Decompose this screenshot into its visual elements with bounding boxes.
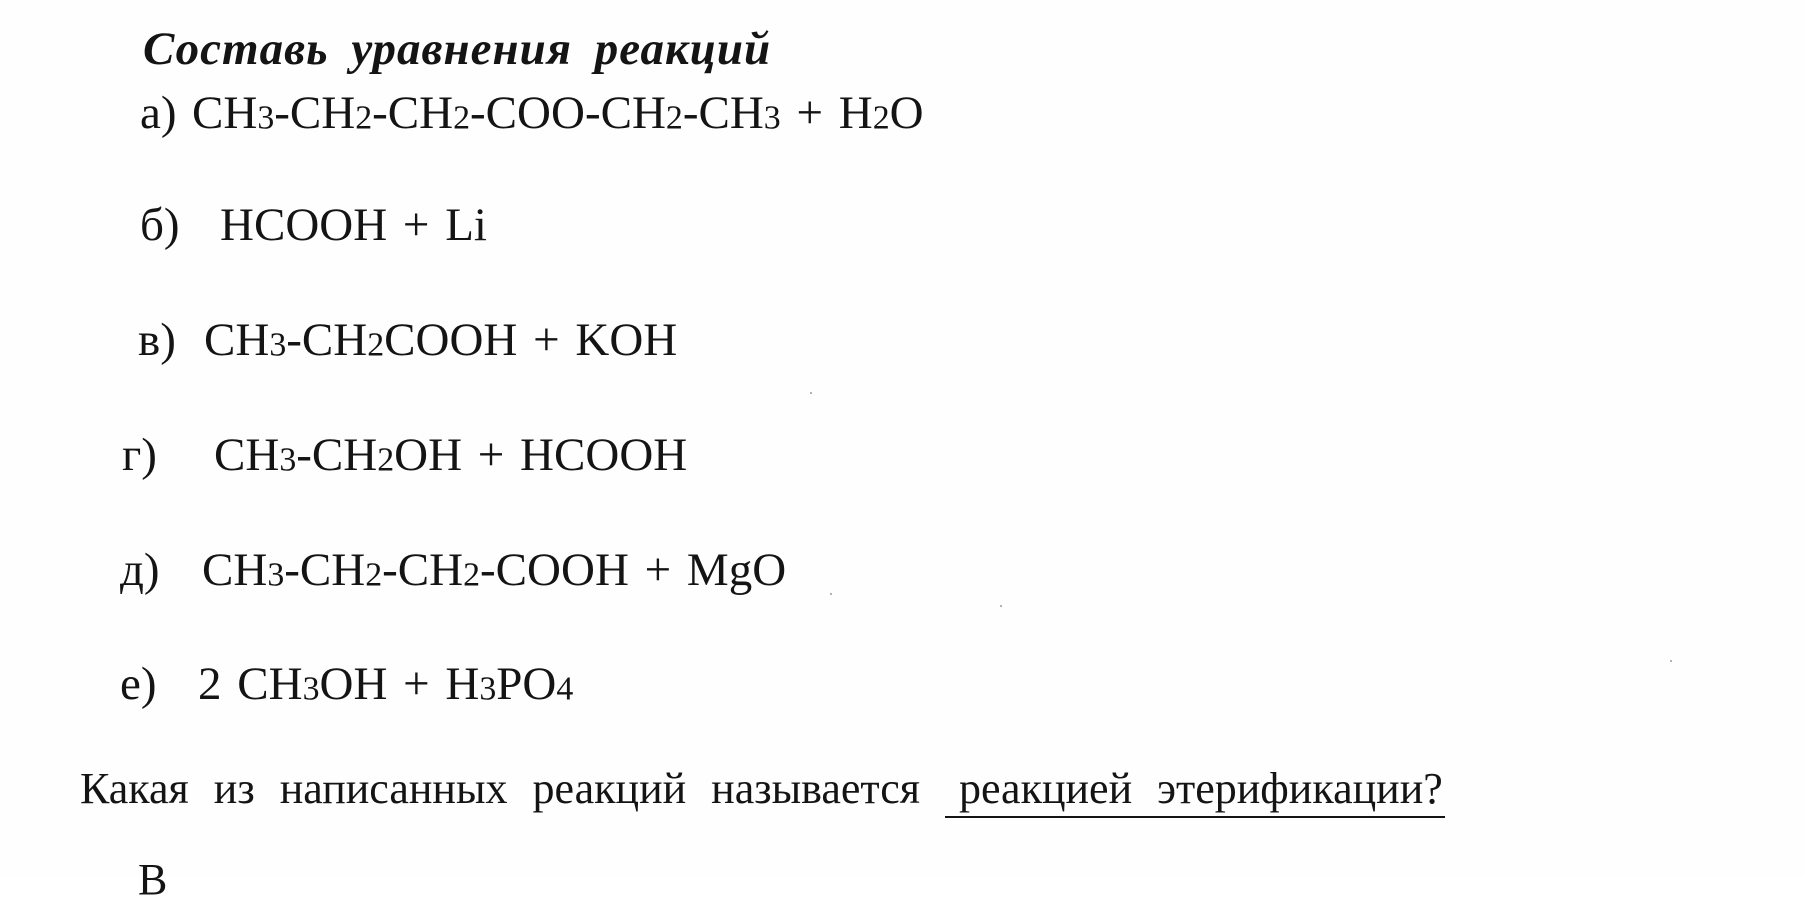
question-text bbox=[80, 763, 1445, 818]
question-underlined-term: реакцией этерификации? bbox=[945, 763, 1445, 818]
reaction-equation: CH3-CH2-CH2-COOH + MgO bbox=[202, 544, 787, 596]
reaction-equation: HCOOH + Li bbox=[220, 199, 487, 251]
reaction-equation: CH3-CH2COOH + KOH bbox=[204, 314, 678, 366]
reaction-item-d bbox=[120, 543, 786, 597]
worksheet-title: Составь уравнения реакций bbox=[143, 23, 772, 75]
reaction-equation: 2 CH3OH + H3PO4 bbox=[198, 658, 574, 710]
cut-off-text: В bbox=[138, 855, 168, 904]
reaction-label: а) bbox=[140, 87, 177, 139]
scan-speck bbox=[810, 392, 812, 394]
scan-speck bbox=[1000, 605, 1002, 607]
scan-speck bbox=[1670, 660, 1672, 662]
reaction-equation: CH3-CH2-CH2-COO-CH2-CH3 + H2O bbox=[192, 87, 924, 139]
reaction-label: д) bbox=[120, 544, 160, 596]
reaction-item-v bbox=[138, 313, 677, 367]
scan-speck bbox=[830, 593, 832, 595]
reaction-item-g bbox=[122, 428, 687, 482]
reaction-item-b bbox=[140, 198, 487, 252]
cut-off-next-line bbox=[138, 855, 168, 904]
reaction-label: б) bbox=[140, 199, 180, 251]
question-lead: Какая из написанных реакций называется bbox=[80, 764, 920, 813]
reaction-label: г) bbox=[122, 429, 157, 481]
reaction-item-e bbox=[120, 657, 573, 711]
reaction-label: е) bbox=[120, 658, 157, 710]
reaction-item-a bbox=[140, 86, 924, 140]
reaction-label: в) bbox=[138, 314, 176, 366]
reaction-equation: CH3-CH2OH + HCOOH bbox=[214, 429, 688, 481]
